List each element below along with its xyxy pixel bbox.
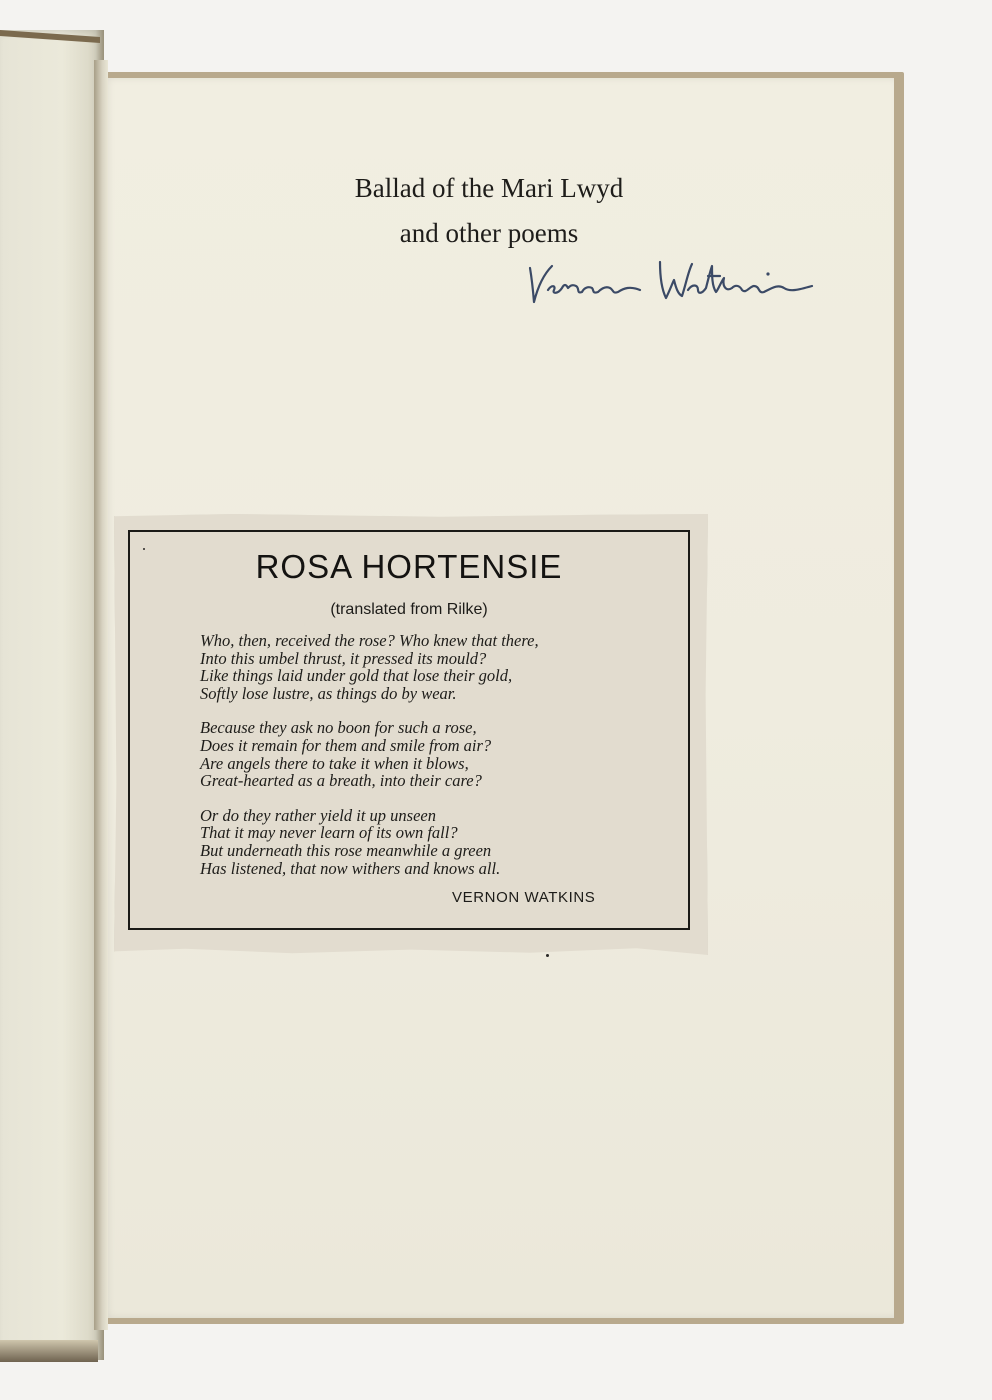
poem-line: Because they ask no boon for such a rose, [200,718,477,738]
poem-line: Like things laid under gold that lose their gold, [200,666,513,686]
poem-stanza-2 [200,719,640,789]
poem-line: Or do they rather yield it up unseen [200,805,436,825]
poem-line: Who, then, received the rose? Who knew that there, [200,631,539,650]
book-title [104,166,894,256]
poem-text [200,632,640,894]
poem-line: Into this umbel thrust, it pressed its mould? [200,648,487,668]
poem-line: Are angels there to take it when it blows, [200,753,469,773]
poem-line: That it may never learn of its own fall? [200,823,458,843]
book-title-line-2: and other poems [399,218,579,248]
poem-line: Has listened, that now withers and knows all. [200,858,501,878]
poem-stanza-1 [200,632,640,702]
paper-speck [143,548,145,550]
poem-line: Softly lose lustre, as things do by wear. [200,683,457,703]
paper-speck [546,954,549,957]
poem-title: ROSA HORTENSIE [255,548,563,585]
poem-stanza-3 [200,807,640,877]
poem-line: But underneath this rose meanwhile a green [200,840,492,860]
poem-author: VERNON WATKINS [452,889,596,906]
left-cover-bottom [0,1340,98,1362]
poem-line: Does it remain for them and smile from air? [200,735,492,755]
signature-vernon-watkins [522,250,832,310]
book-gutter [94,60,108,1330]
poem-subtitle: (translated from Rilke) [330,601,488,618]
poem-line: Great-hearted as a breath, into their care? [200,771,482,791]
book-title-line-1: Ballad of the Mari Lwyd [354,173,624,203]
